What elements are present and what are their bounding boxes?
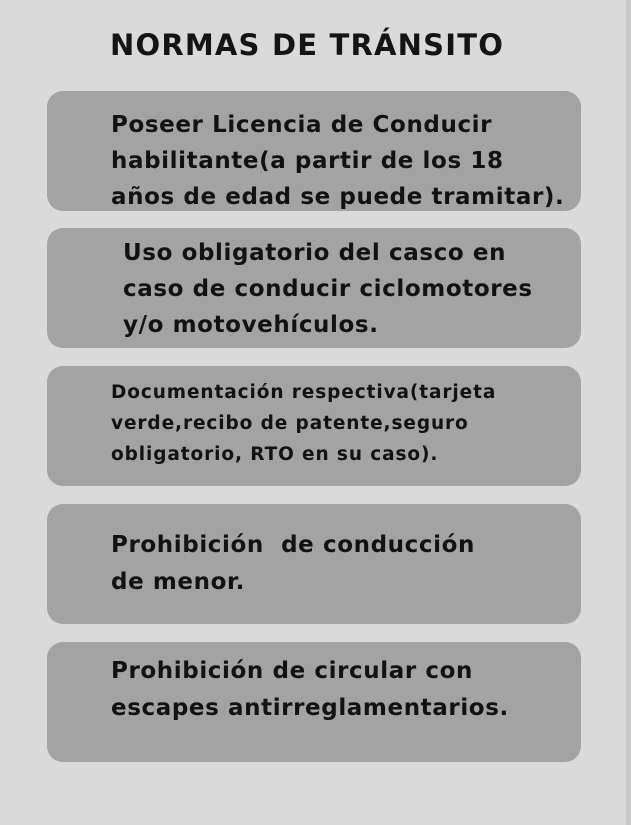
rule-card-exhausts bbox=[47, 642, 581, 762]
page-edge bbox=[626, 0, 631, 825]
rule-text-helmet: Uso obligatorio del casco en caso de conducir ciclomotores y/o motovehículos. bbox=[123, 240, 533, 338]
rule-text-minors: Prohibición de conducción de menor. bbox=[111, 532, 475, 595]
rule-card-helmet bbox=[47, 228, 581, 348]
rule-text-exhausts: Prohibición de circular con escapes antirreglamentarios. bbox=[111, 658, 509, 721]
rule-card-documentation bbox=[47, 366, 581, 486]
rule-text-documentation: Documentación respectiva(tarjeta verde,recibo de patente,seguro obligatorio, RTO en su caso). bbox=[111, 382, 497, 465]
page-title: NORMAS DE TRÁNSITO bbox=[110, 28, 505, 62]
rule-card-license bbox=[47, 91, 581, 211]
rule-card-minors bbox=[47, 504, 581, 624]
rule-text-license: Poseer Licencia de Conducir habilitante(a partir de los 18 años de edad se puede tramitar). bbox=[111, 112, 565, 210]
